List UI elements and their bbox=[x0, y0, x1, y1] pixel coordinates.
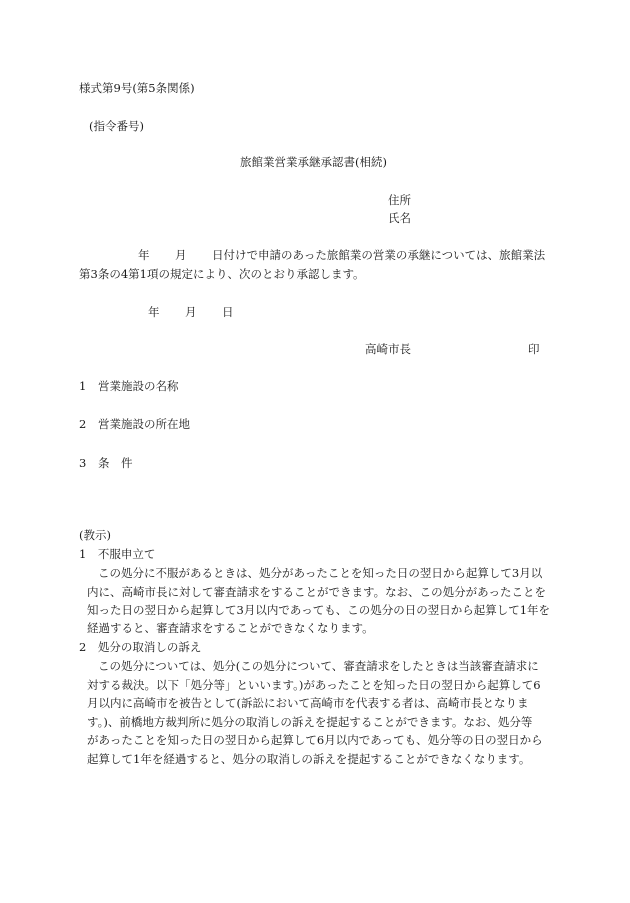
notice-section-2-line-1: この処分については、処分(この処分について、審査請求をしたときは当該審査請求に bbox=[98, 659, 539, 673]
item-3-number: 3 bbox=[79, 456, 87, 470]
notice-section-2-line-6: 起算して1年を経過すると、処分の取消しの訴えを提起することができなくなります。 bbox=[87, 752, 531, 766]
issue-day: 日 bbox=[222, 305, 234, 319]
body-date-month: 月 bbox=[175, 248, 187, 262]
notice-section-1-line-1: この処分に不服があるときは、処分があったことを知った日の翌日から起算して3月以 bbox=[98, 566, 543, 580]
notice-section-2-title: 2 処分の取消しの訴え bbox=[79, 640, 202, 654]
item-1-label: 営業施設の名称 bbox=[98, 379, 179, 393]
item-3-label: 条 件 bbox=[98, 456, 133, 470]
notice-section-2-line-2: 対する裁決。以下「処分等」といいます。)があったことを知った日の翌日から起算して6 bbox=[87, 678, 541, 692]
form-number: 様式第9号(第5条関係) bbox=[79, 81, 195, 95]
notice-section-1-line-3: 知った日の翌日から起算して3月以内であっても、この処分の日の翌日から起算して1年を bbox=[87, 603, 551, 617]
notice-heading: (教示) bbox=[79, 528, 111, 542]
item-2-label: 営業施設の所在地 bbox=[98, 417, 190, 431]
notice-section-1-line-2: 内に、高崎市長に対して審査請求をすることができます。なお、この処分があったことを bbox=[87, 585, 546, 599]
notice-section-1-title: 1 不服申立て bbox=[79, 547, 156, 561]
notice-section-2-line-5: があったことを知った日の翌日から起算して6月以内であっても、処分等の日の翌日から bbox=[87, 733, 543, 747]
notice-section-2-line-4: す。)、前橋地方裁判所に処分の取消しの訴えを提起することができます。なお、処分等 bbox=[87, 715, 533, 729]
seal-mark: 印 bbox=[528, 342, 540, 356]
issue-year: 年 bbox=[148, 305, 160, 319]
issue-month: 月 bbox=[185, 305, 197, 319]
body-line-2: 第3条の4第1項の規定により、次のとおり承認します。 bbox=[79, 267, 365, 281]
issuer-title: 高崎市長 bbox=[365, 342, 411, 356]
designation-number: (指令番号) bbox=[89, 119, 144, 133]
body-date-year: 年 bbox=[138, 248, 150, 262]
item-1-number: 1 bbox=[79, 379, 87, 393]
notice-section-1-line-4: 経過すると、審査請求をすることができなくなります。 bbox=[87, 621, 374, 635]
body-line-1: 日付けで申請のあった旅館業の営業の承継については、旅館業法 bbox=[212, 248, 546, 262]
name-label: 氏名 bbox=[388, 211, 411, 225]
notice-section-2-line-3: 月以内に高崎市を被告として(訴訟において高崎市を代表する者は、高崎市長となりま bbox=[87, 696, 529, 710]
document-title: 旅館業営業承継承認書(相続) bbox=[240, 155, 387, 169]
item-2-number: 2 bbox=[79, 417, 87, 431]
address-label: 住所 bbox=[388, 193, 411, 207]
